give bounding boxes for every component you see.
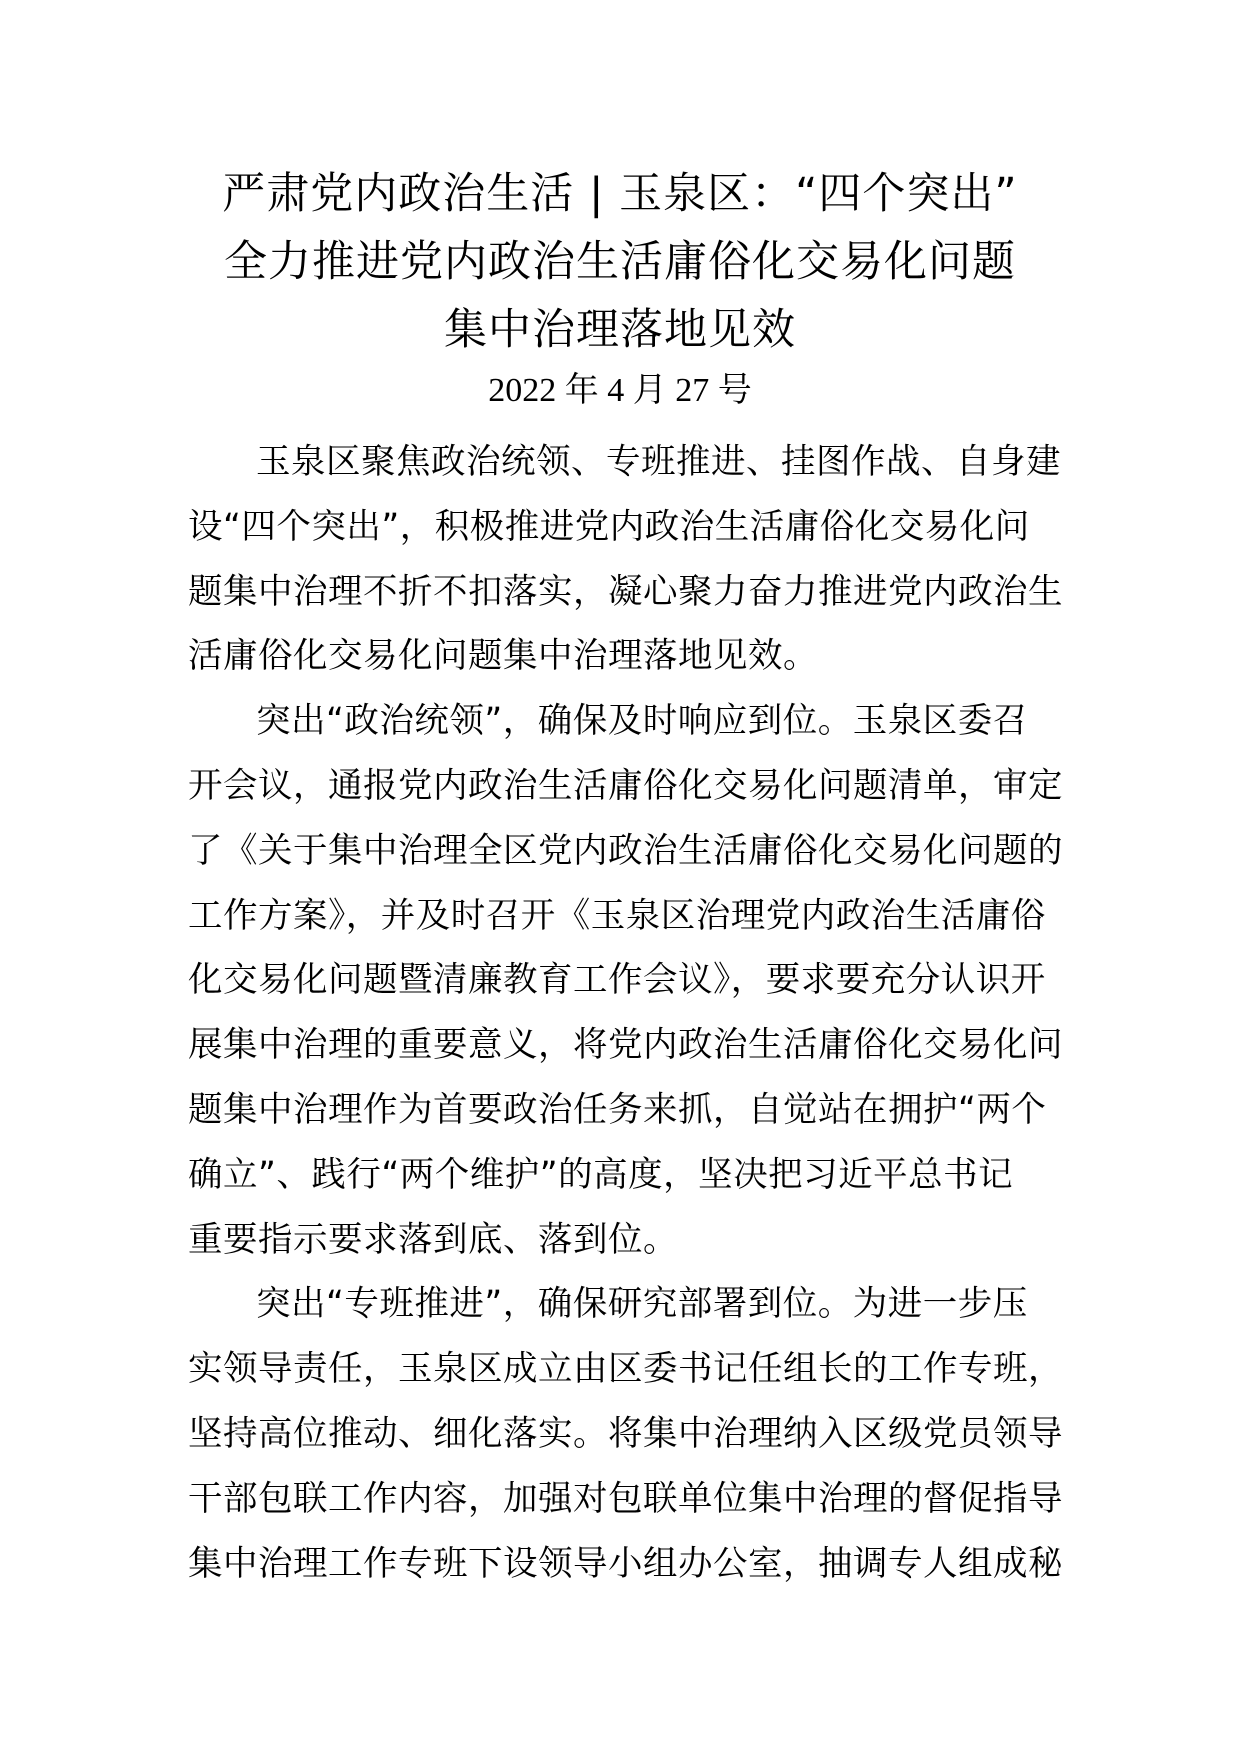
title-line-2: 全力推进党内政治生活庸俗化交易化问题 <box>224 237 1016 287</box>
paragraph-1-line-3: 题集中治理不折不扣落实，凝心聚力奋力推进党内政治生 <box>188 571 1063 612</box>
paragraph-2-line-1: 突出“政治统领”，确保及时响应到位。玉泉区委召 <box>256 701 1028 742</box>
paragraph-3-line-4: 干部包联工作内容，加强对包联单位集中治理的督促指导 <box>188 1478 1063 1519</box>
document-date: 2022 年 4 月 27 号 <box>488 372 752 409</box>
paragraph-3-line-3: 坚持高位推动、细化落实。将集中治理纳入区级党员领导 <box>188 1413 1063 1454</box>
document-body <box>188 430 1063 1596</box>
paragraph-3-line-1: 突出“专班推进”，确保研究部署到位。为进一步压 <box>256 1284 1028 1325</box>
paragraph-2-line-3: 了《关于集中治理全区党内政治生活庸俗化交易化问题的 <box>188 830 1063 871</box>
paragraph-1-line-4: 活庸俗化交易化问题集中治理落地见效。 <box>188 636 818 677</box>
paragraph-2-line-4: 工作方案》，并及时召开《玉泉区治理党内政治生活庸俗 <box>188 895 1046 936</box>
title-line-3: 集中治理落地见效 <box>444 305 796 355</box>
paragraph-2-line-5: 化交易化问题暨清廉教育工作会议》，要求要充分认识开 <box>188 960 1046 1001</box>
paragraph-3-line-5: 集中治理工作专班下设领导小组办公室，抽调专人组成秘 <box>188 1543 1063 1584</box>
paragraph-2-line-7: 题集中治理作为首要政治任务来抓，自觉站在拥护“两个 <box>188 1089 1047 1130</box>
title-line-1: 严肃党内政治生活 | 玉泉区：“四个突出” <box>222 169 1018 219</box>
paragraph-1-line-2: 设“四个突出”，积极推进党内政治生活庸俗化交易化问 <box>188 506 1030 547</box>
paragraph-2-line-6: 展集中治理的重要意义，将党内政治生活庸俗化交易化问 <box>188 1025 1063 1066</box>
paragraph-1-line-1: 玉泉区聚焦政治统领、专班推进、挂图作战、自身建 <box>256 442 1061 482</box>
paragraph-2-line-9: 重要指示要求落到底、落到位。 <box>188 1219 678 1260</box>
paragraph-2-line-8: 确立”、践行“两个维护”的高度，坚决把习近平总书记 <box>188 1154 1014 1195</box>
paragraph-3-line-2: 实领导责任，玉泉区成立由区委书记任组长的工作专班， <box>188 1349 1063 1390</box>
document-title <box>150 160 1090 364</box>
paragraph-2-line-2: 开会议，通报党内政治生活庸俗化交易化问题清单，审定 <box>188 765 1063 806</box>
